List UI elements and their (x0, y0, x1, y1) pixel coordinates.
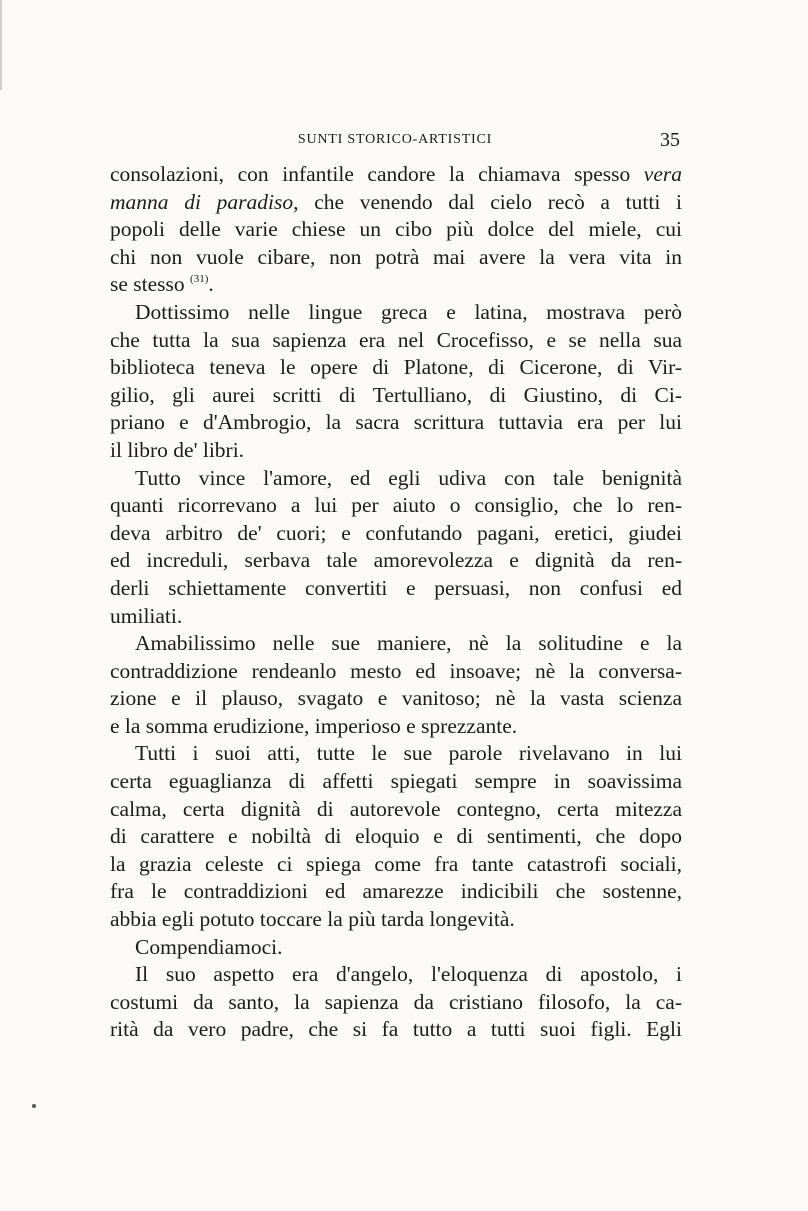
text-segment: il libro de' libri. (110, 437, 245, 462)
page-header (110, 129, 680, 154)
text-line (110, 823, 682, 851)
text-segment: fra le contraddizioni ed amarezze indicibili che sostenne, (110, 879, 682, 904)
text-segment: popoli delle varie chiese un cibo più dolce del miele, cui (110, 217, 682, 242)
text-segment: certa eguaglianza di affetti spiegati sempre in soavissima (110, 769, 682, 794)
text-segment: rità da vero padre, che si fa tutto a tutti suoi figli. Egli (110, 1017, 682, 1042)
text-line (110, 961, 682, 989)
text-line (110, 354, 682, 382)
text-segment: , che venendo dal cielo recò a tutti i (293, 189, 682, 214)
text-segment: la grazia celeste ci spiega come fra tante catastrofi sociali, (110, 851, 682, 876)
text-segment: calma, certa dignità di autorevole contegno, certa mitezza (110, 796, 682, 821)
text-segment: consolazioni, con infantile candore la chiamava spesso (110, 162, 644, 186)
italic-phrase: manna di paradiso (110, 189, 294, 214)
text-segment: umiliati. (110, 603, 183, 628)
text-line (110, 1016, 682, 1044)
text-line (110, 989, 682, 1017)
text-line (110, 409, 682, 437)
text-segment: Il suo aspetto era d'angelo, l'eloquenza di apostolo, i (135, 962, 682, 987)
text-segment: quanti ricorrevano a lui per aiuto o consiglio, che lo ren- (110, 493, 682, 518)
text-segment: . (208, 272, 214, 297)
text-line (110, 630, 682, 658)
text-line (110, 878, 682, 906)
italic-phrase: vera (643, 162, 682, 186)
text-segment: Compendiamoci. (135, 934, 283, 959)
text-segment: derli schiettamente convertiti e persuasi, non confusi ed (110, 575, 682, 600)
text-line (110, 934, 682, 962)
text-segment: gilio, gli aurei scritti di Tertulliano, di Giustino, di Ci- (110, 382, 682, 407)
text-line (110, 465, 682, 493)
text-line (110, 216, 682, 244)
page-edge-shadow (0, 0, 2, 90)
text-segment: se stesso (110, 272, 191, 297)
running-head: SUNTI STORICO-ARTISTICI (297, 132, 493, 147)
text-segment: contraddizione rendeanlo mesto ed insoave; nè la conversa- (110, 658, 682, 683)
text-line (110, 327, 682, 355)
text-segment: chi non vuole cibare, non potrà mai avere la vera vita in (110, 244, 682, 269)
body-text (110, 161, 682, 1044)
text-segment: biblioteca teneva le opere di Platone, di Cicerone, di Vir- (110, 355, 682, 380)
text-line (110, 685, 682, 713)
text-line (110, 547, 682, 575)
footnote-ref: (31) (190, 273, 209, 286)
text-segment: zione e il plauso, svagato e vanitoso; nè la vasta scienza (110, 686, 682, 711)
speck-mark (32, 1104, 36, 1108)
text-segment: ed increduli, serbava tale amorevolezza e dignità da ren- (110, 548, 682, 573)
page-number: 35 (660, 129, 680, 151)
text-segment: abbia egli potuto toccare la più tarda longevità. (110, 907, 515, 932)
text-segment: che tutta la sua sapienza era nel Crocefisso, e se nella sua (110, 327, 682, 352)
text-line (110, 244, 682, 272)
text-line (110, 299, 682, 327)
text-segment: costumi da santo, la sapienza da cristiano filosofo, la ca- (110, 989, 682, 1014)
text-line (110, 382, 682, 410)
text-line (110, 575, 682, 603)
text-line (110, 520, 682, 548)
text-line (110, 189, 682, 217)
text-line (110, 658, 682, 686)
text-line (110, 603, 682, 631)
text-line (110, 906, 682, 934)
text-line (110, 161, 682, 189)
text-line (110, 271, 682, 299)
text-segment: Dottissimo nelle lingue greca e latina, mostrava però (135, 299, 682, 324)
text-segment: e la somma erudizione, imperioso e sprezzante. (110, 713, 518, 738)
text-segment: Tutto vince l'amore, ed egli udiva con tale benignità (135, 465, 682, 490)
text-segment: priano e d'Ambrogio, la sacra scrittura tuttavia era per lui (110, 410, 682, 435)
text-line (110, 713, 682, 741)
text-line (110, 740, 682, 768)
text-line (110, 492, 682, 520)
text-line (110, 851, 682, 879)
text-segment: Tutti i suoi atti, tutte le sue parole rivelavano in lui (135, 741, 682, 766)
text-segment: deva arbitro de' cuori; e confutando pagani, eretici, giudei (110, 520, 682, 545)
text-line (110, 437, 682, 465)
text-segment: di carattere e nobiltà di eloquio e di sentimenti, che dopo (110, 824, 682, 849)
text-line (110, 768, 682, 796)
text-line (110, 796, 682, 824)
text-segment: Amabilissimo nelle sue maniere, nè la solitudine e la (135, 631, 682, 656)
